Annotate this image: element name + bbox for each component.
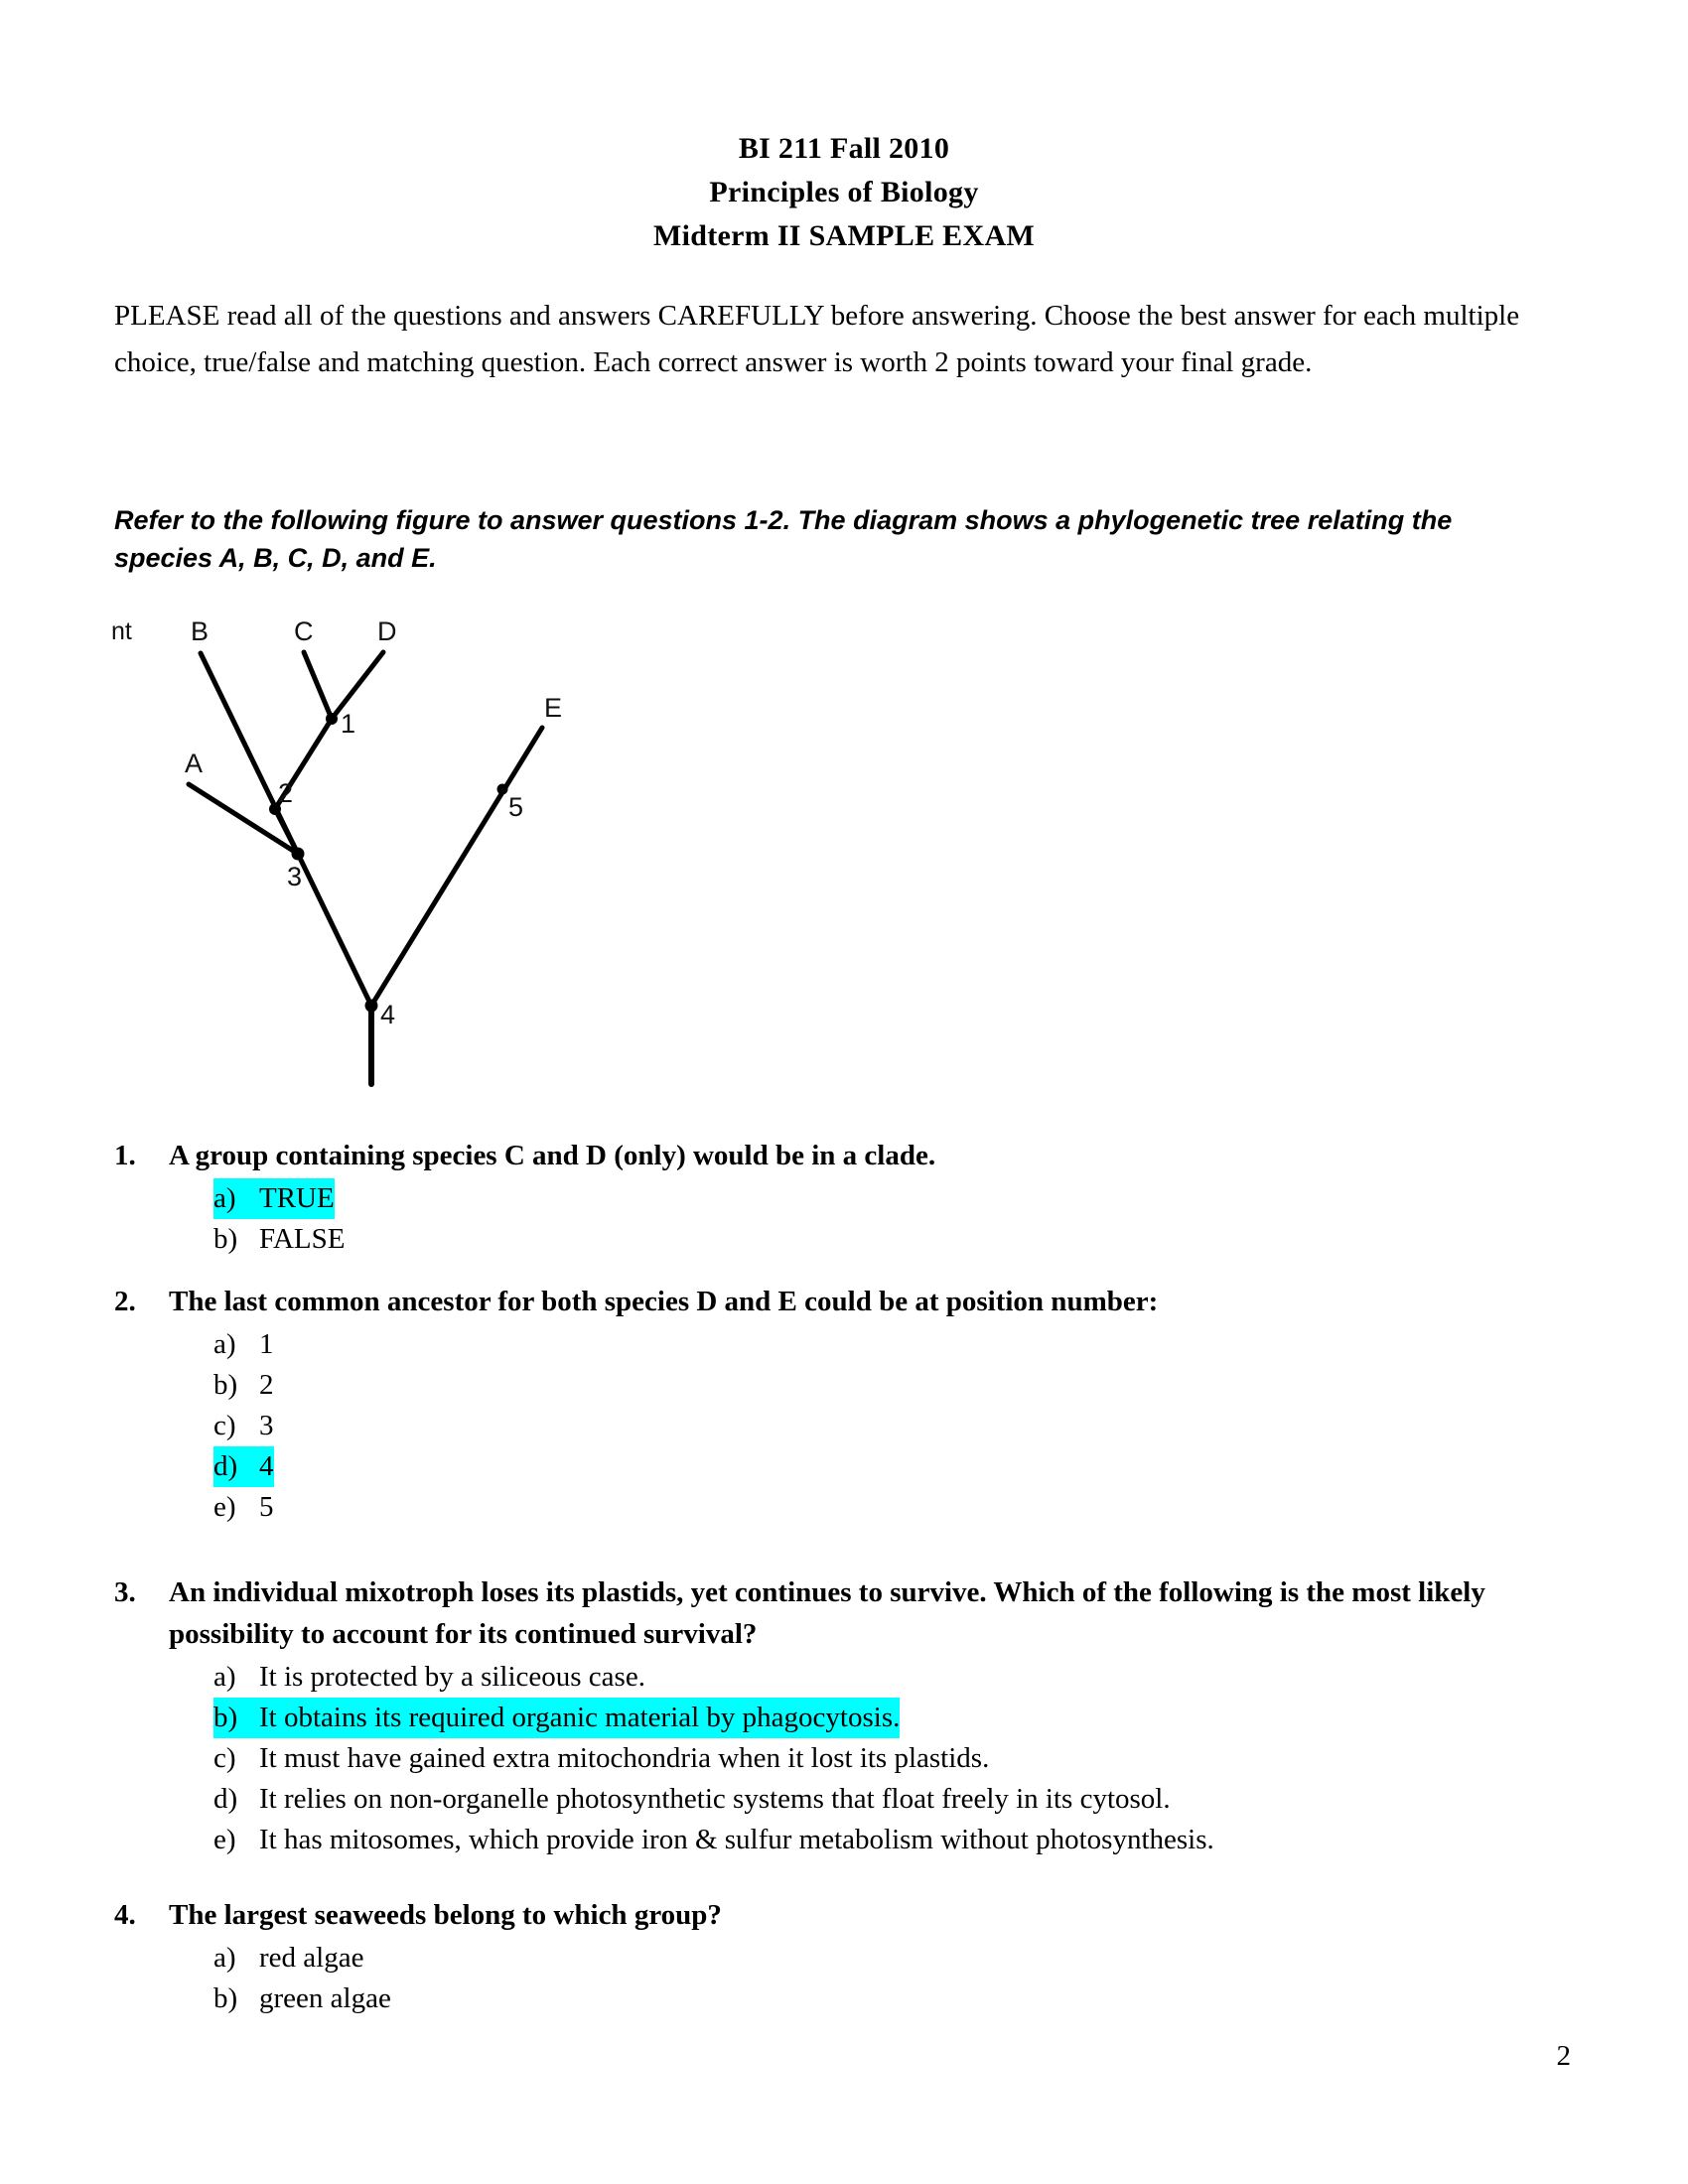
branch-node3-node4 [298,854,371,1006]
title-line-2: Principles of Biology [709,176,979,208]
title-line-3: Midterm II SAMPLE EXAM [652,219,1036,252]
option-4a-letter: a) [213,1942,236,1974]
option-4b-letter: b) [213,1982,238,2014]
title-line-1: BI 211 Fall 2010 [738,132,950,165]
question-1-heading [114,1135,1574,1176]
question-1 [114,1135,1574,1260]
option-3e-text: It has mitosomes, which provide iron & sulfur metabolism without photosynthesis. [259,1824,1214,1855]
node-label-1: 1 [341,709,356,739]
tree-svg [89,596,725,1112]
option-3a-text: It is protected by a siliceous case. [259,1661,645,1693]
node-label-4: 4 [380,1000,396,1029]
option-3c[interactable] [114,1738,1574,1779]
phylogenetic-tree-figure [89,596,725,1112]
option-1a[interactable] [114,1178,1574,1219]
question-3-options [114,1657,1574,1860]
option-1b-text: FALSE [259,1223,346,1255]
option-2b[interactable] [114,1365,1574,1406]
question-2 [114,1281,1574,1528]
question-4-text: The largest seaweeds belong to which group? [169,1899,722,1931]
option-3c-letter: c) [213,1742,236,1774]
figure-directive: Refer to the following figure to answer questions 1-2. The diagram shows a phylogenetic tree relating the species A, B, C, D, and E. [114,505,1453,573]
option-4b[interactable] [114,1979,1574,2019]
branch-c [304,652,332,719]
question-3-number: 3. [114,1576,136,1608]
question-2-number: 2. [114,1286,136,1317]
branch-d [332,652,383,719]
question-1-text: A group containing species C and D (only) would be in a clade. [169,1140,936,1171]
tip-label-b: B [191,616,210,646]
tip-label-a: A [185,749,204,778]
question-3-heading [114,1571,1574,1655]
option-3a[interactable] [114,1657,1574,1698]
option-4b-text: green algae [259,1982,391,2014]
intro-paragraph: PLEASE read all of the questions and answers CAREFULLY before answering. Choose the best answer for each multiple choice, true/false and matching question. Each correct answer is worth 2 points toward your final grade. [114,300,1520,378]
option-3e-letter: e) [213,1824,236,1855]
question-3-text: An individual mixotroph loses its plastids, yet continues to survive. Which of the following is the most likely possibility to account for its continued survival? [169,1576,1485,1650]
node-label-5: 5 [508,792,524,822]
question-4-number: 4. [114,1899,136,1931]
option-1a-text: TRUE [259,1182,335,1214]
question-1-options [114,1178,1574,1260]
question-3 [114,1571,1574,1860]
page-number: 2 [1556,2040,1571,2072]
option-2e[interactable] [114,1487,1574,1528]
question-4-options [114,1938,1574,2019]
option-2d-text: 4 [259,1450,274,1482]
option-1a-letter: a) [213,1182,236,1214]
tree-labels [185,616,562,1029]
question-4 [114,1894,1574,2019]
clipped-text-fragment: nt [111,617,132,645]
option-1b[interactable] [114,1219,1574,1260]
node-dot-3 [292,848,305,861]
option-3d-text: It relies on non-organelle photosynthetic systems that float freely in its cytosol. [259,1783,1171,1815]
branch-e [371,728,542,1006]
option-3d[interactable] [114,1779,1574,1820]
option-2c-text: 3 [259,1410,274,1441]
option-3c-text: It must have gained extra mitochondria when it lost its plastids. [259,1742,990,1774]
option-2e-text: 5 [259,1491,274,1523]
node-label-2: 2 [278,778,294,808]
question-4-heading [114,1894,1574,1936]
option-3b-letter: b) [213,1702,238,1733]
option-2b-text: 2 [259,1369,274,1401]
node-label-3: 3 [287,862,303,891]
node-dot-5 [497,784,508,795]
question-2-options [114,1324,1574,1528]
tip-label-c: C [294,616,314,646]
option-2a[interactable] [114,1324,1574,1365]
node-dot-1 [326,713,338,725]
tip-label-d: D [377,616,397,646]
question-1-number: 1. [114,1140,136,1171]
tree-branches [189,652,542,1084]
option-3d-letter: d) [213,1783,238,1815]
option-3b-text: It obtains its required organic material by phagocytosis. [259,1702,901,1733]
question-2-text: The last common ancestor for both species D and E could be at position number: [169,1286,1159,1317]
option-4a-text: red algae [259,1942,364,1974]
option-2c-letter: c) [213,1410,236,1441]
option-3a-letter: a) [213,1661,236,1693]
option-2d-letter: d) [213,1450,238,1482]
option-3e[interactable] [114,1820,1574,1860]
option-3b[interactable] [114,1698,1574,1738]
option-2c[interactable] [114,1406,1574,1446]
option-1b-letter: b) [213,1223,238,1255]
question-2-heading [114,1281,1574,1322]
tip-label-e: E [544,693,563,723]
option-4a[interactable] [114,1938,1574,1979]
option-2a-letter: a) [213,1328,236,1360]
option-2a-text: 1 [259,1328,274,1360]
option-2d[interactable] [114,1446,1574,1487]
option-2b-letter: b) [213,1369,238,1401]
page-title [0,127,1688,258]
option-2e-letter: e) [213,1491,236,1523]
node-dot-4 [365,1000,378,1013]
